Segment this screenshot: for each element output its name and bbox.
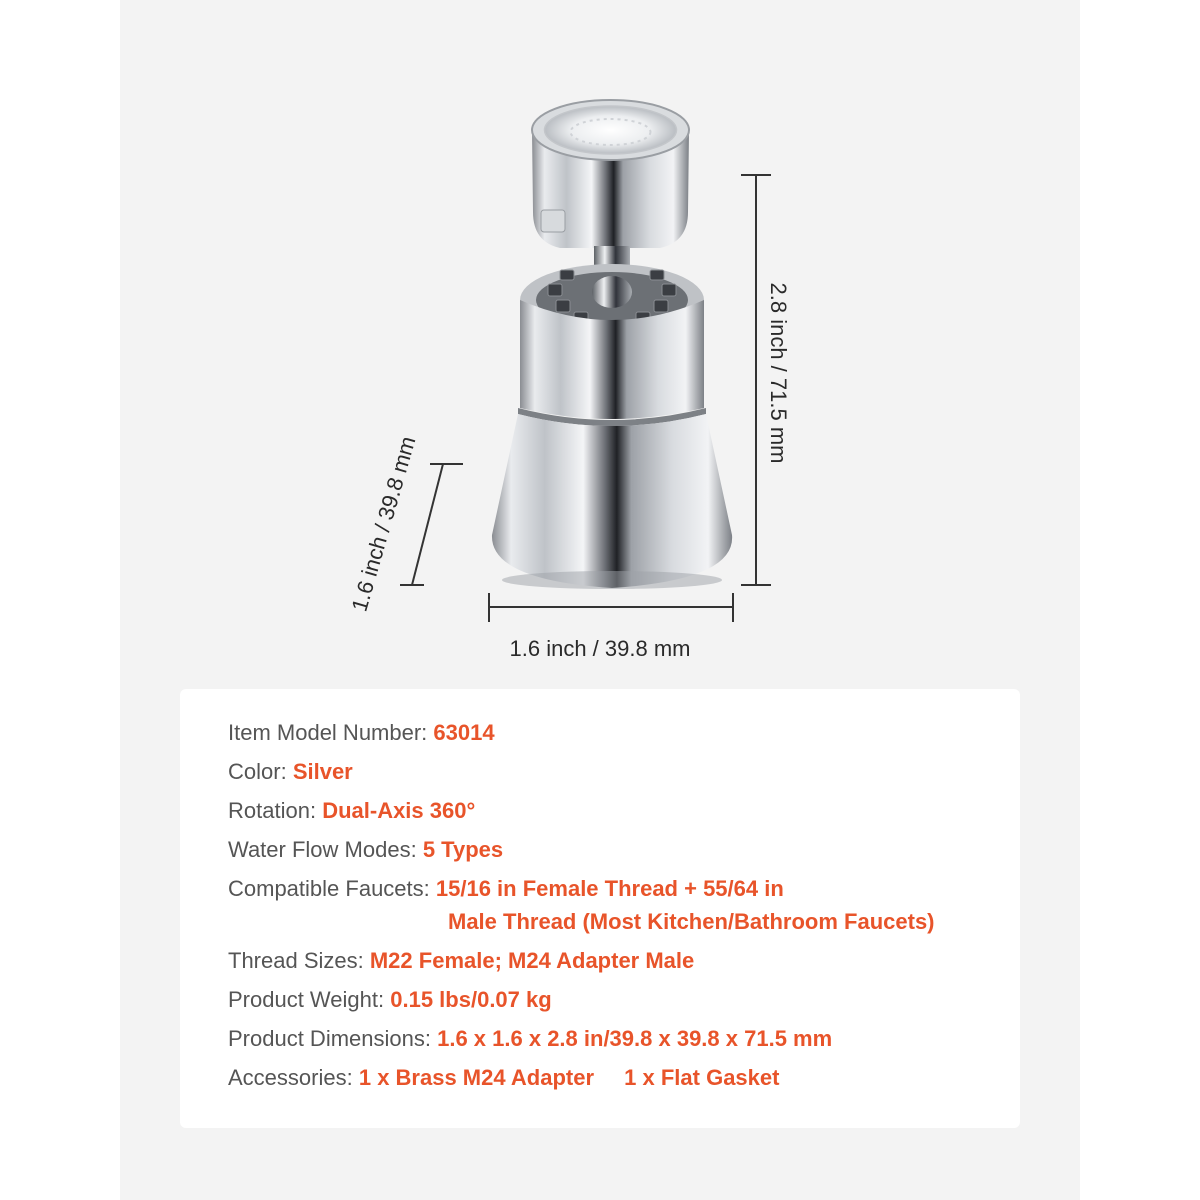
spec-label: Product Dimensions:	[228, 1026, 431, 1051]
spec-label: Color:	[228, 759, 287, 784]
spec-row-dimensions	[228, 1023, 832, 1055]
spec-row-model	[228, 717, 495, 749]
height-dimension-label: 2.8 inch / 71.5 mm	[766, 282, 791, 464]
spec-value: 1 x Flat Gasket	[624, 1065, 780, 1090]
spec-value: M22 Female; M24 Adapter Male	[369, 948, 695, 973]
spec-row-accessories	[228, 1062, 779, 1094]
spec-value: 63014	[433, 720, 495, 745]
spec-value: 15/16 in Female Thread + 55/64 in	[435, 876, 784, 901]
spec-label: Rotation:	[228, 798, 317, 823]
width-dimension-label: 1.6 inch / 39.8 mm	[509, 636, 691, 661]
spec-label: Thread Sizes:	[228, 948, 364, 973]
spec-value: 0.15 lbs/0.07 kg	[390, 987, 552, 1012]
spec-value-continuation: Male Thread (Most Kitchen/Bathroom Faucets)	[448, 909, 935, 934]
spec-label: Accessories:	[228, 1065, 353, 1090]
spec-label: Item Model Number:	[228, 720, 428, 745]
spec-value: Dual-Axis 360°	[322, 798, 476, 823]
spec-value: Silver	[292, 759, 353, 784]
spec-label: Water Flow Modes:	[228, 837, 417, 862]
spec-value: 1 x Brass M24 Adapter	[358, 1065, 595, 1090]
spec-row-rotation	[228, 795, 475, 827]
spec-label: Compatible Faucets:	[228, 876, 430, 901]
spec-row-compatible-faucets	[228, 873, 784, 905]
spec-row-color	[228, 756, 353, 788]
spec-row-thread-sizes	[228, 945, 694, 977]
spec-row-weight	[228, 984, 552, 1016]
depth-dimension-label: 1.6 inch / 39.8 mm	[346, 433, 421, 615]
spec-value: 5 Types	[422, 837, 504, 862]
spec-label: Product Weight:	[228, 987, 385, 1012]
spec-row-flow-modes	[228, 834, 503, 866]
spec-value: 1.6 x 1.6 x 2.8 in/39.8 x 39.8 x 71.5 mm	[437, 1026, 833, 1051]
